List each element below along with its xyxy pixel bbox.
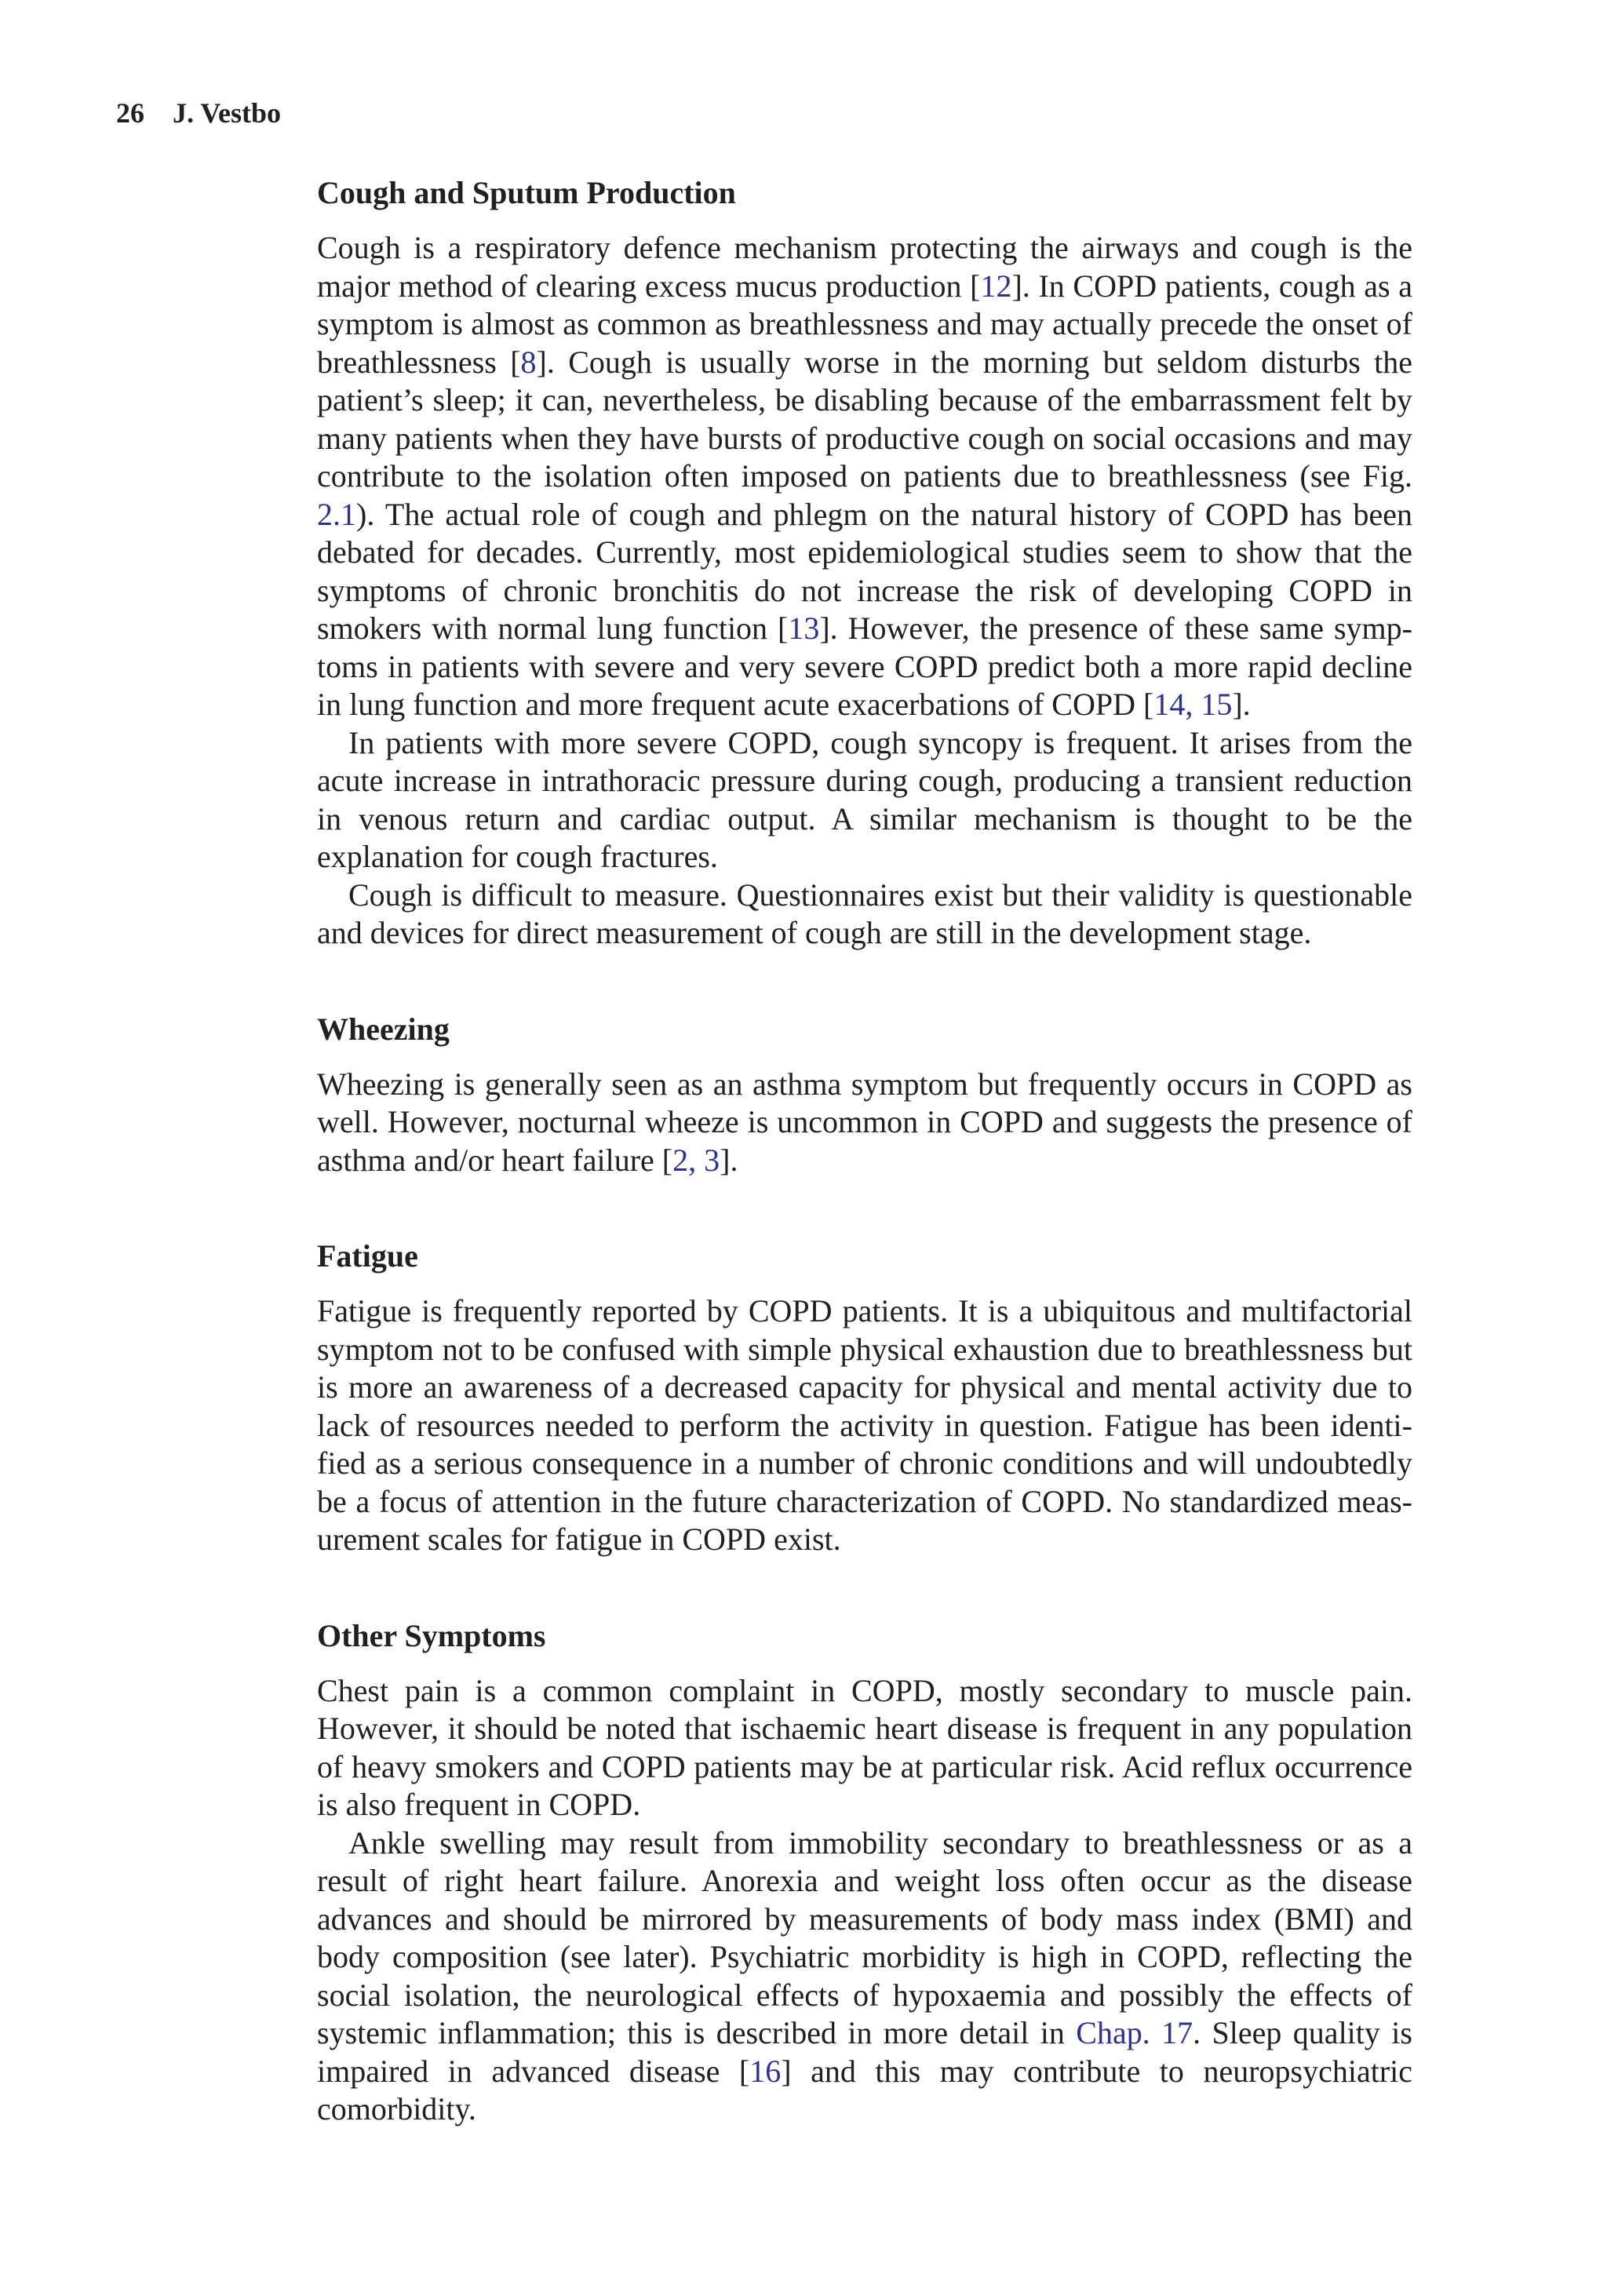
citation-link[interactable]: 13 xyxy=(788,610,820,646)
section-wheezing xyxy=(317,1011,1412,1180)
text-run: ]. In COPD patients, cough as a symptom is almost as common as breathlessness and may actually precede the onset of breathlessness [ xyxy=(317,268,1412,380)
text-run: . Sleep quality is impaired in advanced disease [ xyxy=(317,2015,1412,2089)
citation-link[interactable]: 2.1 xyxy=(317,496,356,532)
citation-link[interactable]: 2, 3 xyxy=(672,1142,720,1178)
section-cough-and-sputum-production xyxy=(317,174,1412,953)
paragraph xyxy=(317,1066,1412,1180)
paragraph xyxy=(317,1292,1412,1559)
citation-link[interactable]: 14, 15 xyxy=(1153,687,1233,722)
page-number: 26 xyxy=(116,97,144,129)
text-run: ] and this may contribute to neuropsychiatric comorbidity. xyxy=(317,2053,1413,2127)
text-run: ]. Cough is usually worse in the morning but seldom disturbs the patient’s sleep; it can, nevertheless, be disabling because of the embarrassment felt by many patients when they have bursts of productive cough on social occasions and may contribute to the isolation often imposed on patients due to breathlessness (see Fig. xyxy=(317,344,1412,494)
citation-link[interactable]: Chap. 17 xyxy=(1076,2015,1193,2050)
main-text xyxy=(317,174,1412,2129)
text-run: Chest pain is a common complaint in COPD, mostly secondary to muscle pain. However, it should be noted that ischaemic heart disease is frequent in any population of heavy smokers and COPD patients may be at particular risk. Acid reflux occurrence is also frequent in COPD. xyxy=(317,1672,1412,1822)
text-run: ]. xyxy=(720,1142,738,1178)
citation-link[interactable]: 12 xyxy=(980,268,1012,304)
section-heading: Wheezing xyxy=(317,1011,450,1047)
paragraph xyxy=(317,724,1412,876)
text-run: In patients with more severe COPD, cough syncopy is frequent. It arises from the acute increase in intrathoracic pressure during cough, producing a transient reduction in venous return and cardiac output. A similar mechanism is thought to be the explanation for cough fractures. xyxy=(317,724,1412,874)
paragraph xyxy=(317,876,1412,953)
text-run: Cough is a respiratory defence mechanism protecting the airways and cough is the major method of clearing excess mucus production [ xyxy=(317,230,1412,304)
section-heading: Other Symptoms xyxy=(317,1617,546,1653)
text-run: Ankle swelling may result from immobility secondary to breathlessness or as a result of right heart failure. Anorexia and weight loss often occur as the disease advances and should be mirrored by measurements of body mass index (BMI) and body composition (see later). Psychiatric morbidity is high in COPD, reflecting the social isolation, the neurological effects of hypoxaemia and possibly the effects of systemic inflammation; this is described in more detail in xyxy=(317,1824,1412,2050)
author-name: J. Vestbo xyxy=(173,97,282,129)
text-run: Wheezing is generally seen as an asthma symptom but frequently occurs in COPD as well. However, nocturnal wheeze is uncommon in COPD and suggests the presence of asthma and/or heart failure [ xyxy=(317,1066,1412,1178)
section-heading: Fatigue xyxy=(317,1238,418,1274)
section-heading: Cough and Sputum Production xyxy=(317,175,736,210)
paragraph xyxy=(317,1824,1412,2129)
text-run: Cough is difficult to measure. Questionnaires exist but their validity is questionable and devices for direct measurement of cough are still in the development stage. xyxy=(317,876,1412,950)
paragraph xyxy=(317,229,1412,724)
text-run: Fatigue is frequently reported by COPD patients. It is a ubiquitous and multifactorial symptom not to be confused with simple physical exhaustion due to breathlessness but is more an awareness of a decreased capacity for physical and mental activity due to lack of resources needed to perform the activity in question. Fatigue has been identified as a serious consequence in a number of chronic conditions and will undoubtedly be a focus of attention in the future characterization of COPD. No standardized measurement scales for fatigue in COPD exist. xyxy=(317,1293,1412,1557)
section-other-symptoms xyxy=(317,1617,1412,2129)
text-run: ]. xyxy=(1232,687,1251,722)
text-run: ]. However, the presence of these same symptoms in patients with severe and very severe COPD predict both a more rapid decline in lung function and more frequent acute exacerbations of COPD [ xyxy=(317,610,1412,722)
text-run: ). The actual role of cough and phlegm on the natural history of COPD has been debated for decades. Currently, most epidemiological studies seem to show that the symptoms of chronic bronchitis do not increase the risk of developing COPD in smokers with normal lung function [ xyxy=(317,496,1412,646)
paragraph xyxy=(317,1672,1412,1824)
citation-link[interactable]: 16 xyxy=(749,2053,782,2089)
citation-link[interactable]: 8 xyxy=(520,344,537,380)
section-fatigue xyxy=(317,1237,1412,1559)
running-head xyxy=(116,94,281,132)
